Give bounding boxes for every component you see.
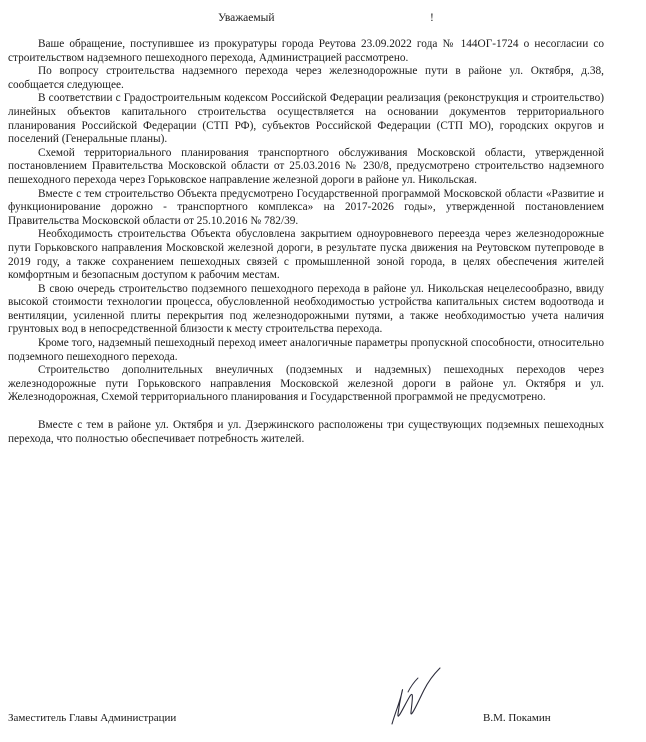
paragraph: Строительство дополнительных внеуличных (подземных и надземных) пешеходных переходов через железнодорожные пути Горьковского направления Московской железной дороги в районе ул. Октября и ул. Железнодорожная, Схемой территориального планирования и Государственной программой не предусмотрено. bbox=[8, 364, 604, 404]
letter-body bbox=[8, 38, 604, 446]
paragraph: Вместе с тем в районе ул. Октября и ул. Дзержинского расположены три существующих подземных пешеходных перехода, что полностью обеспечивает потребность жителей. bbox=[8, 419, 604, 445]
handwritten-signature bbox=[378, 662, 458, 742]
salutation: Уважаемый bbox=[218, 12, 275, 24]
paragraph: Ваше обращение, поступившее из прокуратуры города Реутова 23.09.2022 года № 144ОГ-1724 о несогласии со строительством надземного пешеходного перехода, Администрацией рассмотрено. bbox=[8, 38, 604, 64]
paragraph: В соответствии с Градостроительным кодексом Российской Федерации реализация (реконструкция и строительство) линейных объектов капитального строительства осуществляется на основании документов территориального планирования Российской Федерации (СТП РФ), субъектов Российской Федерации (СТП МО), городских округов и поселений (Генеральные планы). bbox=[8, 92, 604, 146]
signatory-position: Заместитель Главы Администрации bbox=[8, 712, 177, 724]
paragraph: В свою очередь строительство подземного пешеходного перехода в районе ул. Никольская нецелесообразно, ввиду высокой стоимости технологии процесса, обусловленной необходимостью устройства капитальных систем водоотвода и вентиляции, усиленной плиты перекрытия под железнодорожными путями, а также необходимостью учета наличия грунтовых вод в непосредственной близости к месту строительства перехода. bbox=[8, 282, 604, 336]
paragraph: По вопросу строительства надземного перехода через железнодорожные пути в районе ул. Октября, д.38, сообщается следующее. bbox=[8, 65, 604, 91]
paragraph: Необходимость строительства Объекта обусловлена закрытием одноуровневого переезда через железнодорожные пути Горьковского направления Московской железной дороги, в результате пуска движения на Реутовском путепроводе в 2019 году, а также сохранением пешеходных связей с промышленной зоной города, в целях обеспечения жителей комфортным и безопасным доступом к рабочим местам. bbox=[8, 228, 604, 282]
paragraph: Кроме того, надземный пешеходный переход имеет аналогичные параметры пропускной способности, относительно подземного пешеходного перехода. bbox=[8, 337, 604, 363]
paragraph: Схемой территориального планирования транспортного обслуживания Московской области, утвержденной постановлением Правительства Московской области от 25.03.2016 № 230/8, предусмотрено строительство надземного пешеходного перехода через Горьковское направление железной дороги в районе ул. Никольская. bbox=[8, 146, 604, 186]
salutation-exclamation: ! bbox=[430, 12, 434, 24]
signatory-name: В.М. Покамин bbox=[483, 712, 551, 724]
paragraph: Вместе с тем строительство Объекта предусмотрено Государственной программой Московской области «Развитие и функционирование дорожно - транспортного комплекса» на 2017-2026 годы», утвержденной постановлением Правительства Московской области от 25.10.2016 № 782/39. bbox=[8, 187, 604, 227]
signature-block bbox=[0, 704, 646, 734]
